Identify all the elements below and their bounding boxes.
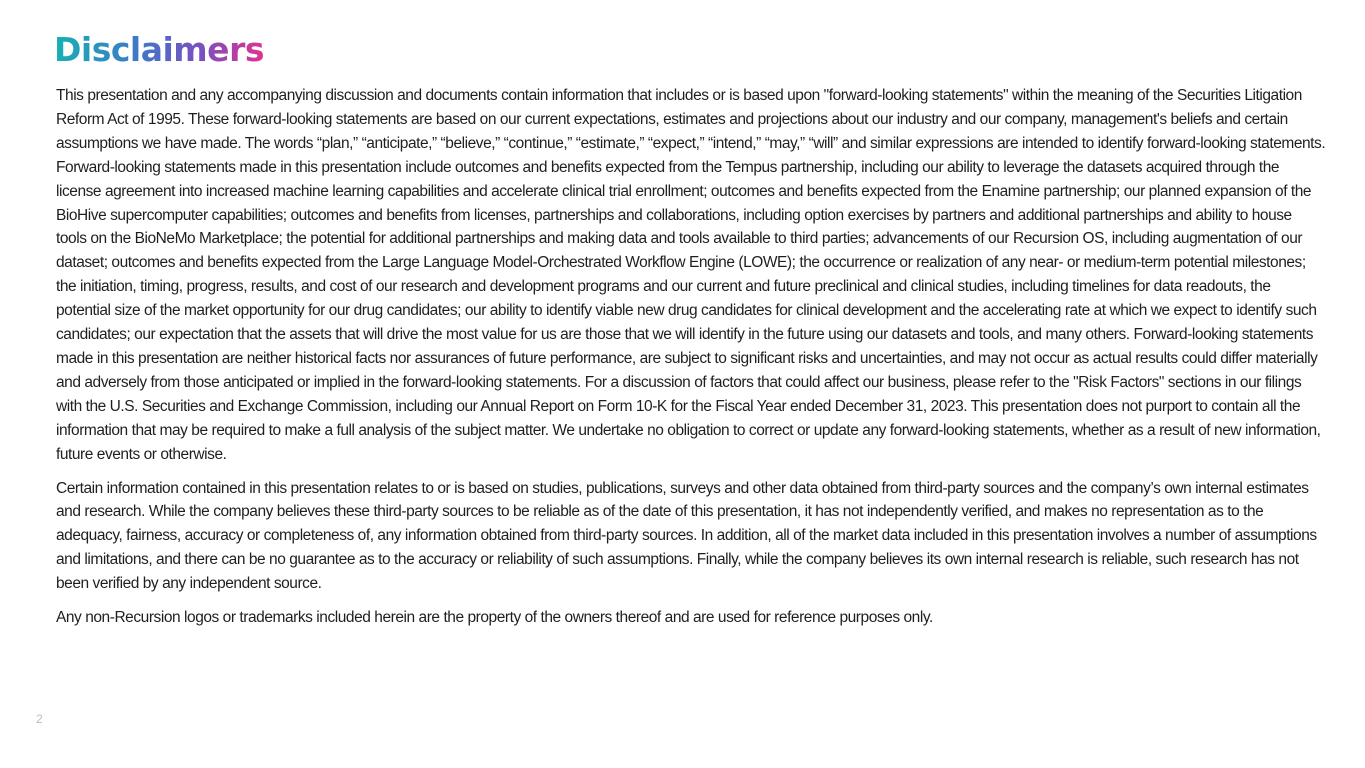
third-party-data-paragraph: Certain information contained in this presentation relates to or is based on studies, publications, surveys and other data obtained from third-party sources and the company’s own internal estimates and research. While the company believes these third-party sources to be reliable as of the date of this presentation, it has not independently verified, and makes no representation as to the adequacy, fairness, accuracy or completeness of, any information obtained from third-party sources. In addition, all of the market data included in this presentation involves a number of assumptions and limitations, and there can be no guarantee as to the accuracy or reliability of such assumptions. Finally, while the company believes its own internal research is reliable, such research has not been verified by any independent source. — [56, 479, 1317, 593]
page-number: 2 — [36, 712, 43, 726]
trademarks-paragraph: Any non-Recursion logos or trademarks included herein are the property of the owners thereof and are used for reference purposes only. — [56, 609, 933, 627]
disclaimer-body — [56, 84, 1326, 640]
slide-title: Disclaimers — [54, 26, 264, 74]
forward-looking-statements-paragraph: This presentation and any accompanying discussion and documents contain information that includes or is based upon "forward-looking statements" within the meaning of the Securities Litigation Reform Act of 1995. These forward-looking statements are based on our current expectations, estimates and projections about our industry and our company, management's beliefs and certain assumptions we have made. The words “plan,” “anticipate,” “believe,” “continue,” “estimate,” “expect,” “intend,” “may,” “will” and similar expressions are intended to identify forward-looking statements. Forward-looking statements made in this presentation include outcomes and benefits expected from the Tempus partnership, including our ability to leverage the datasets acquired through the license agreement into increased machine learning capabilities and accelerate clinical trial enrollment; outcomes and benefits expected from the Enamine partnership; our planned expansion of the BioHive supercomputer capabilities; outcomes and benefits from licenses, partnerships and collaborations, including option exercises by partners and additional partnerships and ability to house tools on the BioNeMo Marketplace; the potential for additional partnerships and making data and tools available to third parties; advancements of our Recursion OS, including augmentation of our dataset; outcomes and benefits expected from the Large Language Model-Orchestrated Workflow Engine (LOWE); the occurrence or realization of any near- or medium-term potential milestones; the initiation, timing, progress, results, and cost of our research and development programs and our current and future preclinical and clinical studies, including timelines for data readouts, the potential size of the market opportunity for our drug candidates; our ability to identify viable new drug candidates for clinical development and the accelerating rate at which we expect to identify such candidates; our expectation that the assets that will drive the most value for us are those that we will identify in the future using our datasets and tools, and many others. Forward-looking statements made in this presentation are neither historical facts nor assurances of future performance, are subject to significant risks and uncertainties, and may not occur as actual results could differ materially and adversely from those anticipated or implied in the forward-looking statements. For a discussion of factors that could affect our business, please refer to the "Risk Factors" sections in our filings with the U.S. Securities and Exchange Commission, including our Annual Report on Form 10-K for the Fiscal Year ended December 31, 2023. This presentation does not purport to contain all the information that may be required to make a full analysis of the subject matter. We undertake no obligation to correct or update any forward-looking statements, whether as a result of new information, future events or otherwise. — [56, 87, 1326, 463]
